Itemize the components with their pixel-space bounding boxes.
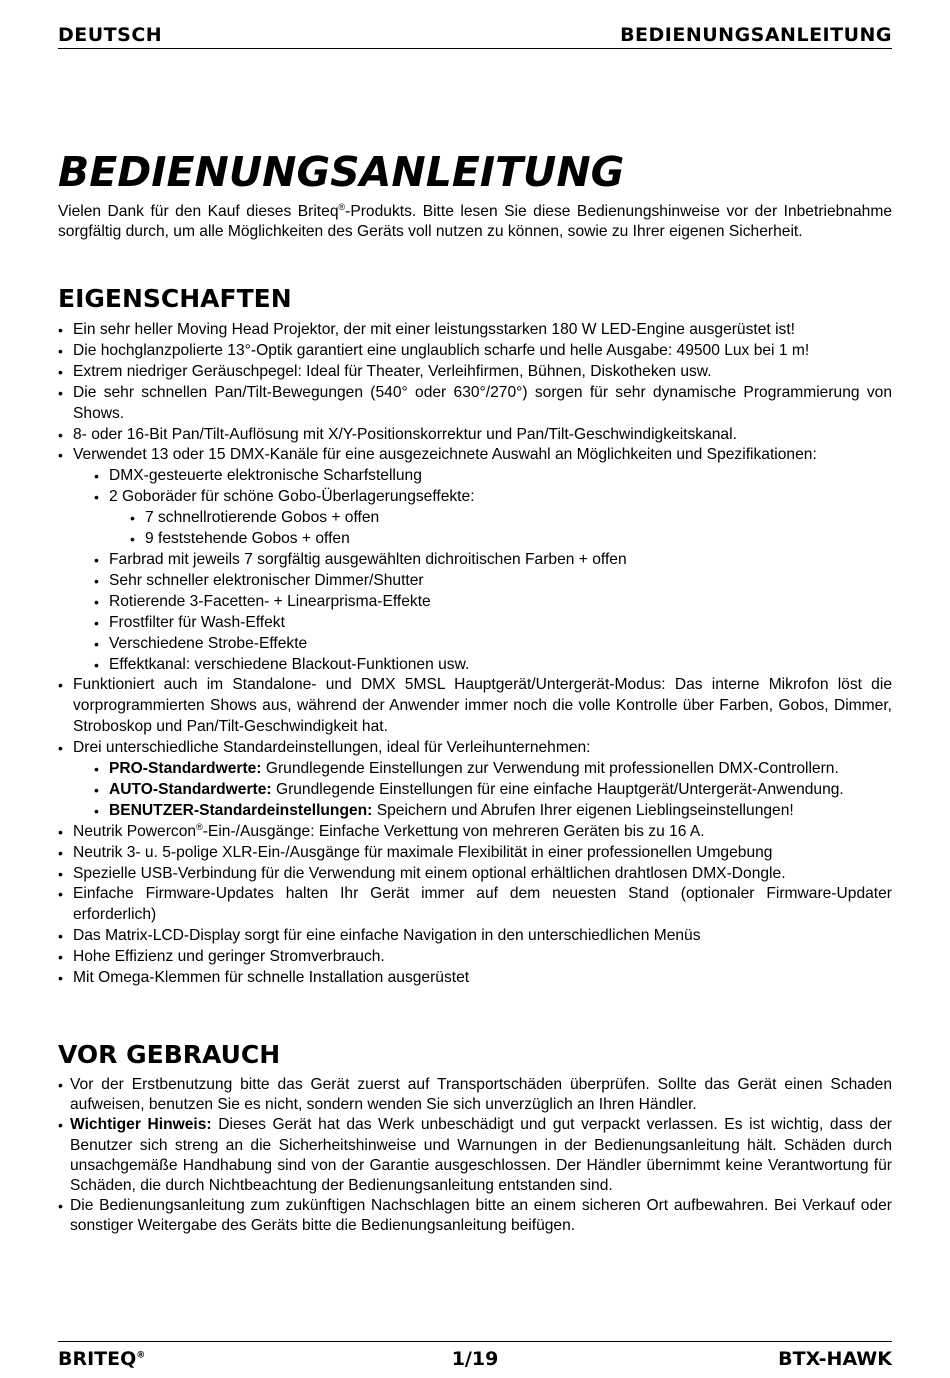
list-item: • Verwendet 13 oder 15 DMX-Kanäle für eine ausgezeichnete Auswahl an Möglichkeiten und Spezifikationen: • DMX-gesteuerte elektronische Scharfstellung • 2 Goboräder für schöne Gobo-Überlagerungseffekte: • 7 schnellrotierende Gobos + offen • 9 feststehende Gobos + offen • Farbrad mit jeweils 7 sorgfältig ausgewählten dichroitischen Farben + offen • Sehr schneller elektronischer Dimmer/Shutter • Rotierende 3-Facetten- + Linearprisma-Effekte • Frostfilter für Wash-Effekt • Verschiedene Strobe-Effekte • Effektkanal: verschiedene Blackout-Funktionen usw.	[58, 445, 892, 675]
list-item: • Rotierende 3-Facetten- + Linearprisma-Effekte	[94, 592, 892, 613]
list-item: • Die sehr schnellen Pan/Tilt-Bewegungen (540° oder 630°/270°) sorgen für sehr dynamische Programmierung von Shows.	[58, 383, 892, 425]
list-item: • PRO-Standardwerte: Grundlegende Einstellungen zur Verwendung mit professionellen DMX-Controllern.	[94, 759, 892, 780]
document-title: BEDIENUNGSANLEITUNG	[58, 148, 625, 196]
list-item: • Neutrik Powercon®-Ein-/Ausgänge: Einfache Verkettung von mehreren Geräten bis zu 16 A.	[58, 822, 892, 843]
before-use-heading: VOR GEBRAUCH	[58, 1040, 281, 1069]
defaults-sublist	[58, 759, 892, 822]
list-item: • Extrem niedriger Geräuschpegel: Ideal für Theater, Verleihfirmen, Bühnen, Diskotheken usw.	[58, 362, 892, 383]
page-footer	[58, 1341, 892, 1372]
intro-paragraph: Vielen Dank für den Kauf dieses Briteq®-Produkts. Bitte lesen Sie diese Bedienungshinweise vor der Inbetriebnahme sorgfältig durch, um alle Möglichkeiten des Geräts voll nutzen zu können, sowie zu Ihrer eigenen Sicherheit.	[58, 201, 892, 240]
gobo-sublist	[94, 508, 892, 550]
page-number: 1/19	[451, 1348, 499, 1370]
footer-brand: BRITEQ®	[58, 1348, 146, 1370]
list-item: • 9 feststehende Gobos + offen	[130, 529, 892, 550]
list-item: • BENUTZER-Standardeinstellungen: Speichern und Abrufen Ihrer eigenen Lieblingseinstellungen!	[94, 801, 892, 822]
list-item: • Das Matrix-LCD-Display sorgt für eine einfache Navigation in den unterschiedlichen Menüs	[58, 926, 892, 947]
list-item: • AUTO-Standardwerte: Grundlegende Einstellungen für eine einfache Hauptgerät/Untergerät-Anwendung.	[94, 780, 892, 801]
features-heading: EIGENSCHAFTEN	[58, 284, 292, 313]
list-item: • 7 schnellrotierende Gobos + offen	[130, 508, 892, 529]
list-item: • Drei unterschiedliche Standardeinstellungen, ideal für Verleihunternehmen: • PRO-Standardwerte: Grundlegende Einstellungen zur Verwendung mit professionellen DMX-Controllern. • AUTO-Standardwerte: Grundlegende Einstellungen für eine einfache Hauptgerät/Untergerät-Anwendung. • BENUTZER-Standardeinstellungen: Speichern und Abrufen Ihrer eigenen Lieblingseinstellungen!	[58, 738, 892, 822]
list-item: • Spezielle USB-Verbindung für die Verwendung mit einem optional erhältlichen drahtlosen DMX-Dongle.	[58, 864, 892, 885]
list-item: • Funktioniert auch im Standalone- und DMX 5MSL Hauptgerät/Untergerät-Modus: Das interne Mikrofon löst die vorprogrammierten Shows aus, während der Anwender immer noch die volle Kontrolle über Farben, Gobos, Dimmer, Stroboskop und Pan/Tilt-Geschwindigkeit hat.	[58, 675, 892, 738]
list-item: • Wichtiger Hinweis: Dieses Gerät hat das Werk unbeschädigt und gut verpackt verlassen. Es ist wichtig, dass der Benutzer sich streng an die Sicherheitshinweise und Warnungen in der Bedienungsanleitung hält. Schäden durch unsachgemäße Handhabung sind von der Garantie ausgeschlossen. Der Händler übernimmt keine Verantwortung für Schäden, die durch Nichtbeachtung der Bedienungsanleitung entstanden sind.	[58, 1115, 892, 1196]
list-item: • Mit Omega-Klemmen für schnelle Installation ausgerüstet	[58, 968, 892, 989]
header-doc-title: BEDIENUNGSANLEITUNG	[620, 24, 892, 46]
list-item: • 2 Goboräder für schöne Gobo-Überlagerungseffekte: • 7 schnellrotierende Gobos + offen • 9 feststehende Gobos + offen	[94, 487, 892, 550]
list-item: • DMX-gesteuerte elektronische Scharfstellung	[94, 466, 892, 487]
list-item: • Einfache Firmware-Updates halten Ihr Gerät immer auf dem neuesten Stand (optionaler Firmware-Updater erforderlich)	[58, 884, 892, 926]
before-use-list	[58, 1075, 892, 1237]
list-item: • Sehr schneller elektronischer Dimmer/Shutter	[94, 571, 892, 592]
list-item: • Hohe Effizienz und geringer Stromverbrauch.	[58, 947, 892, 968]
list-item: • Farbrad mit jeweils 7 sorgfältig ausgewählten dichroitischen Farben + offen	[94, 550, 892, 571]
list-item: • 8- oder 16-Bit Pan/Tilt-Auflösung mit X/Y-Positionskorrektur und Pan/Tilt-Geschwindigkeitskanal.	[58, 425, 892, 446]
list-item: • Neutrik 3- u. 5-polige XLR-Ein-/Ausgänge für maximale Flexibilität in einer professionellen Umgebung	[58, 843, 892, 864]
list-item: • Vor der Erstbenutzung bitte das Gerät zuerst auf Transportschäden überprüfen. Sollte das Gerät einen Schaden aufweisen, benutzen Sie es nicht, sondern wenden Sie sich unverzüglich an Ihren Händler.	[58, 1075, 892, 1115]
list-item: • Frostfilter für Wash-Effekt	[94, 613, 892, 634]
header-language: DEUTSCH	[58, 24, 163, 46]
list-item: • Die hochglanzpolierte 13°-Optik garantiert eine unglaublich scharfe und helle Ausgabe: 49500 Lux bei 1 m!	[58, 341, 892, 362]
page-header	[58, 22, 892, 49]
list-item: • Ein sehr heller Moving Head Projektor, der mit einer leistungsstarken 180 W LED-Engine ausgerüstet ist!	[58, 320, 892, 341]
list-item: • Die Bedienungsanleitung zum zukünftigen Nachschlagen bitte an einem sicheren Ort aufbewahren. Bei Verkauf oder sonstiger Weitergabe des Geräts bitte die Bedienungsanleitung beifügen.	[58, 1196, 892, 1236]
list-item: • Verschiedene Strobe-Effekte	[94, 634, 892, 655]
dmx-features-sublist	[58, 466, 892, 675]
footer-model: BTX-HAWK	[778, 1348, 892, 1370]
features-list	[58, 320, 892, 989]
list-item: • Effektkanal: verschiedene Blackout-Funktionen usw.	[94, 655, 892, 676]
